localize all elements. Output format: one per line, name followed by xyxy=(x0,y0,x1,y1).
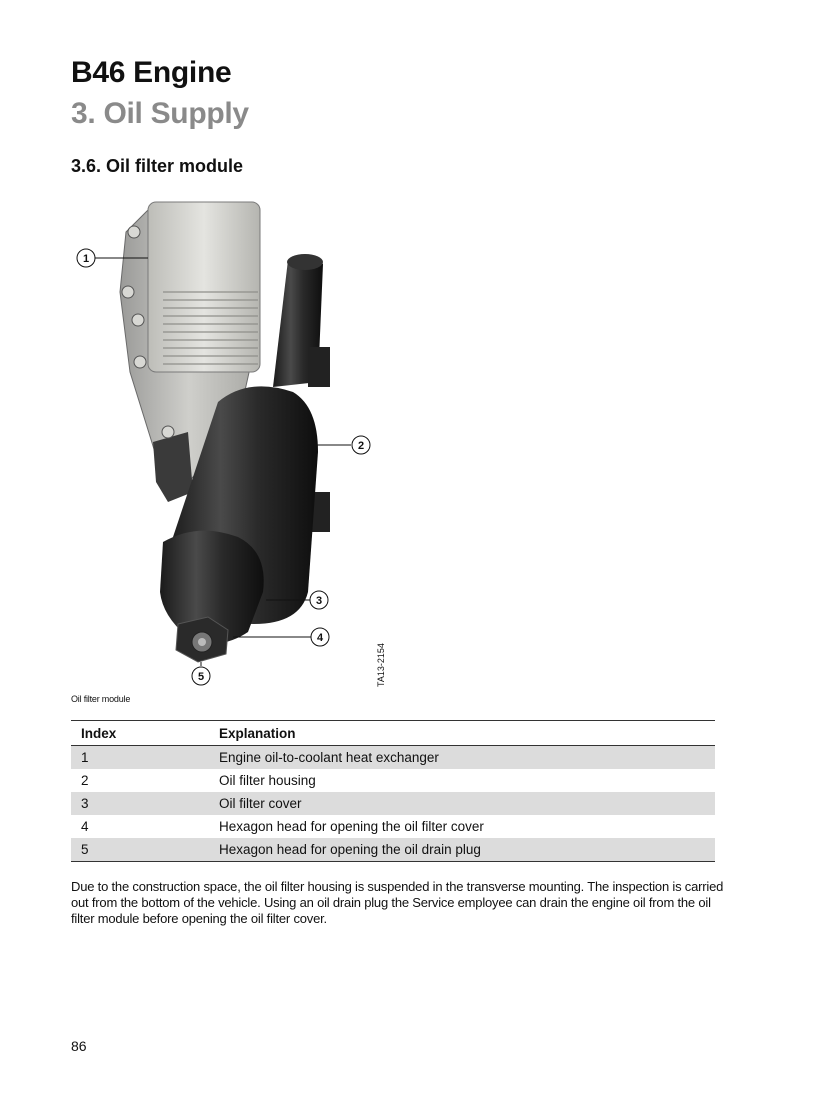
cell-explanation: Oil filter cover xyxy=(209,792,715,815)
callout-1 xyxy=(77,249,95,267)
svg-text:5: 5 xyxy=(197,671,205,683)
section-title: 3.6. Oil filter module xyxy=(71,156,244,176)
cell-index: 4 xyxy=(81,819,89,834)
page-number: 86 xyxy=(71,1038,87,1054)
callout-4 xyxy=(311,628,329,646)
index-table xyxy=(71,720,715,862)
svg-text:4: 4 xyxy=(316,632,324,644)
cell-explanation: Oil filter housing xyxy=(219,773,316,788)
svg-text:2: 2 xyxy=(357,440,365,452)
oil-filter-illustration xyxy=(68,192,398,692)
table-row xyxy=(71,838,715,862)
table-row xyxy=(71,769,715,792)
figure-caption: Oil filter module xyxy=(71,694,131,704)
table-row xyxy=(71,792,715,815)
document-subtitle: 3. Oil Supply xyxy=(71,97,249,130)
cell-explanation: Hexagon head for opening the oil filter cover xyxy=(219,819,484,834)
header-explanation: Explanation xyxy=(209,721,715,746)
figure-code: TA13-2154 xyxy=(376,643,386,687)
drain-plug-center-shape xyxy=(198,638,206,646)
cell-index: 1 xyxy=(71,746,209,770)
heat-exchanger-shape xyxy=(148,202,260,372)
pipe-top-shape xyxy=(287,254,323,270)
header-index: Index xyxy=(71,721,209,746)
table-row xyxy=(71,746,715,770)
housing-bracket-upper xyxy=(308,347,330,387)
cell-index: 5 xyxy=(71,838,209,862)
svg-text:3: 3 xyxy=(315,595,323,607)
cell-index: 2 xyxy=(81,773,89,788)
oil-filter-module-figure xyxy=(68,192,398,692)
cell-index: 3 xyxy=(71,792,209,815)
table-row xyxy=(71,815,715,838)
bracket-shape xyxy=(153,432,193,502)
table-header-row xyxy=(71,721,715,746)
svg-text:1: 1 xyxy=(82,253,90,265)
cell-explanation: Engine oil-to-coolant heat exchanger xyxy=(209,746,715,770)
cell-explanation: Hexagon head for opening the oil drain plug xyxy=(209,838,715,862)
callout-2 xyxy=(352,436,370,454)
callout-5 xyxy=(192,667,210,685)
document-title: B46 Engine xyxy=(71,56,232,89)
callout-3 xyxy=(310,591,328,609)
body-paragraph: Due to the construction space, the oil filter housing is suspended in the transverse mounting. The inspection is carried out from the bottom of the vehicle. Using an oil drain plug the Service employee can drain the engine oil from the oil filter module before opening the oil filter cover. xyxy=(71,879,724,926)
